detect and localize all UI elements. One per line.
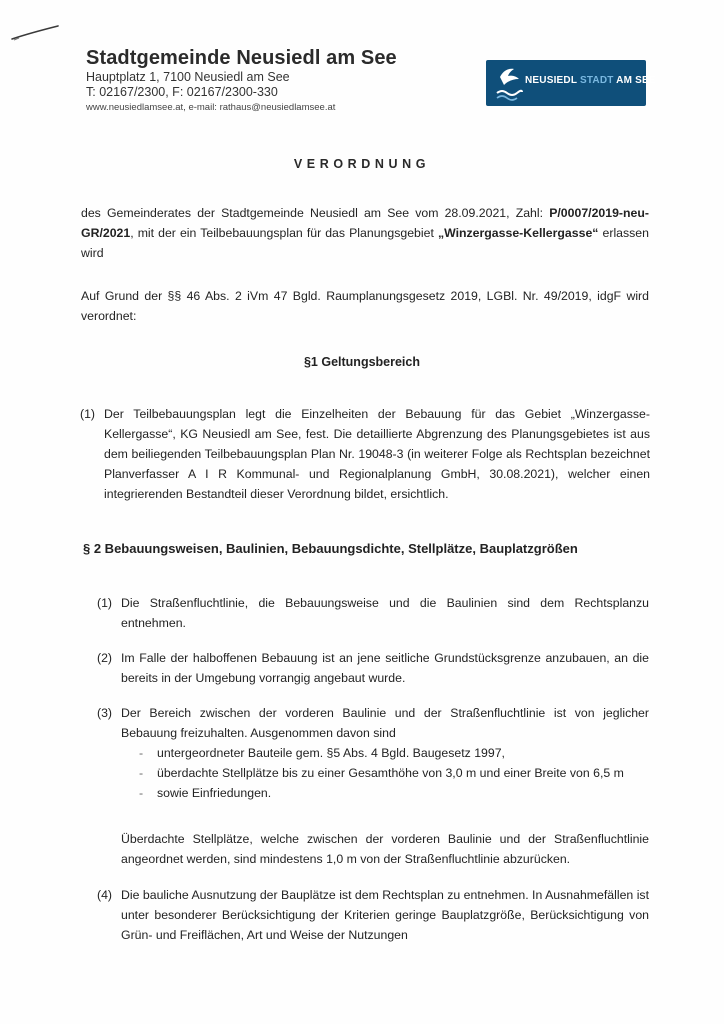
section2-item-2: [97, 648, 649, 688]
pen-stroke-mark: [10, 22, 60, 42]
organization-name: Stadtgemeinde Neusiedl am See: [86, 47, 397, 69]
document-title: VERORDNUNG: [293, 157, 431, 171]
section2-item-3: [97, 703, 649, 803]
exception-list-item: - überdachte Stellplätze bis zu einer Gesamthöhe von 3,0 m und einer Breite von 6,5 m: [139, 763, 649, 783]
organization-address: Hauptplatz 1, 7100 Neusiedl am See: [86, 70, 290, 84]
intro-gebiet: „Winzergasse-Kellergasse“: [437, 226, 599, 240]
section2-item-1: [97, 593, 649, 633]
intro-paragraph: [81, 203, 649, 263]
bird-wave-icon: [494, 63, 524, 103]
item-text: Der Teilbebauungsplan legt die Einzelheiten der Bebauung für das Gebiet „Winzergasse-Kellergasse“, KG Neusiedl am See, fest. Die detaillierte Abgrenzung des Planungsgebietes ist aus dem beiliegenden Teilbebauungsplan Plan Nr. 19048-3 (in weiterer Folge als Rechtsplan bezeichnet Planverfasser A I R Kommunal- und Regionalplanung GmbH, 30.08.2021), welcher einen integrierenden Bestandteil dieser Verordnung bildet, ersichtlich.: [104, 407, 650, 501]
logo-wordmark: [525, 75, 656, 86]
section2-item-3-note: Überdachte Stellplätze, welche zwischen der vorderen Baulinie und der Straßenfluchtlinie angeordnet werden, sind mindestens 1,0 m von der Straßenfluchtlinie abzurücken.: [121, 832, 649, 866]
logo-text-end: AM SEE: [616, 75, 656, 86]
item-text: Die Straßenfluchtlinie, die Bebauungsweise und die Baulinien sind dem Rechtsplanzu entnehmen.: [121, 596, 649, 630]
dash-marker: -: [139, 746, 144, 760]
item-number: (1): [97, 596, 113, 610]
item-number: (2): [97, 651, 113, 665]
organization-phone-fax: T: 02167/2300, F: 02167/2300-330: [86, 85, 278, 99]
dash-marker: -: [139, 766, 144, 780]
city-logo: [486, 60, 656, 106]
dash-marker: -: [139, 786, 144, 800]
intro-part3: erlassen wird: [81, 226, 649, 260]
logo-text-main: NEUSIEDL: [525, 75, 577, 86]
item-body: [121, 703, 649, 803]
exception-list-item: - untergeordneter Bauteile gem. §5 Abs. 4 Bgld. Baugesetz 1997,: [139, 743, 649, 763]
item-number: (3): [97, 706, 113, 720]
logo-text-accent: STADT: [579, 75, 614, 86]
legal-basis-paragraph: Auf Grund der §§ 46 Abs. 2 iVm 47 Bgld. Raumplanungsgesetz 2019, LGBl. Nr. 49/2019, idgF wird verordnet:: [81, 289, 649, 323]
section1-heading: §1 Geltungsbereich: [303, 355, 420, 369]
section1-item-1: [80, 404, 650, 504]
organization-web-email: www.neusiedlamsee.at, e-mail: rathaus@neusiedlamsee.at: [86, 102, 336, 113]
exception-list: [139, 743, 649, 803]
intro-part2: , mit der ein Teilbebauungsplan für das Planungsgebiet: [130, 226, 438, 240]
intro-zahl: P/0007/2019-neu-GR/2021: [81, 206, 649, 240]
exception-list-item: - sowie Einfriedungen.: [139, 783, 649, 803]
item-text: Im Falle der halboffenen Bebauung ist an jene seitliche Grundstücksgrenze anzubauen, an die bereits in der Umgebung vorrangig angebaut wurde.: [121, 651, 649, 685]
item-number: (4): [97, 888, 113, 902]
section2-heading: § 2 Bebauungsweisen, Baulinien, Bebauungsdichte, Stellplätze, Bauplatzgrößen: [83, 541, 578, 556]
section2-item-4: [97, 885, 649, 945]
item-text: Der Bereich zwischen der vorderen Baulinie und der Straßenfluchtlinie ist von jeglicher Bebauung freizuhalten. Ausgenommen davon sind: [121, 706, 649, 740]
item-text: Die bauliche Ausnutzung der Bauplätze ist dem Rechtsplan zu entnehmen. In Ausnahmefällen ist unter besonderer Berücksichtigung der Kriterien geringe Bauplatzgröße, Berücksichtigung von Grün- und Freiflächen, Art und Weise der Nutzungen: [121, 888, 649, 942]
item-number: (1): [80, 407, 96, 421]
intro-part1: des Gemeinderates der Stadtgemeinde Neusiedl am See vom 28.09.2021, Zahl:: [81, 206, 550, 220]
